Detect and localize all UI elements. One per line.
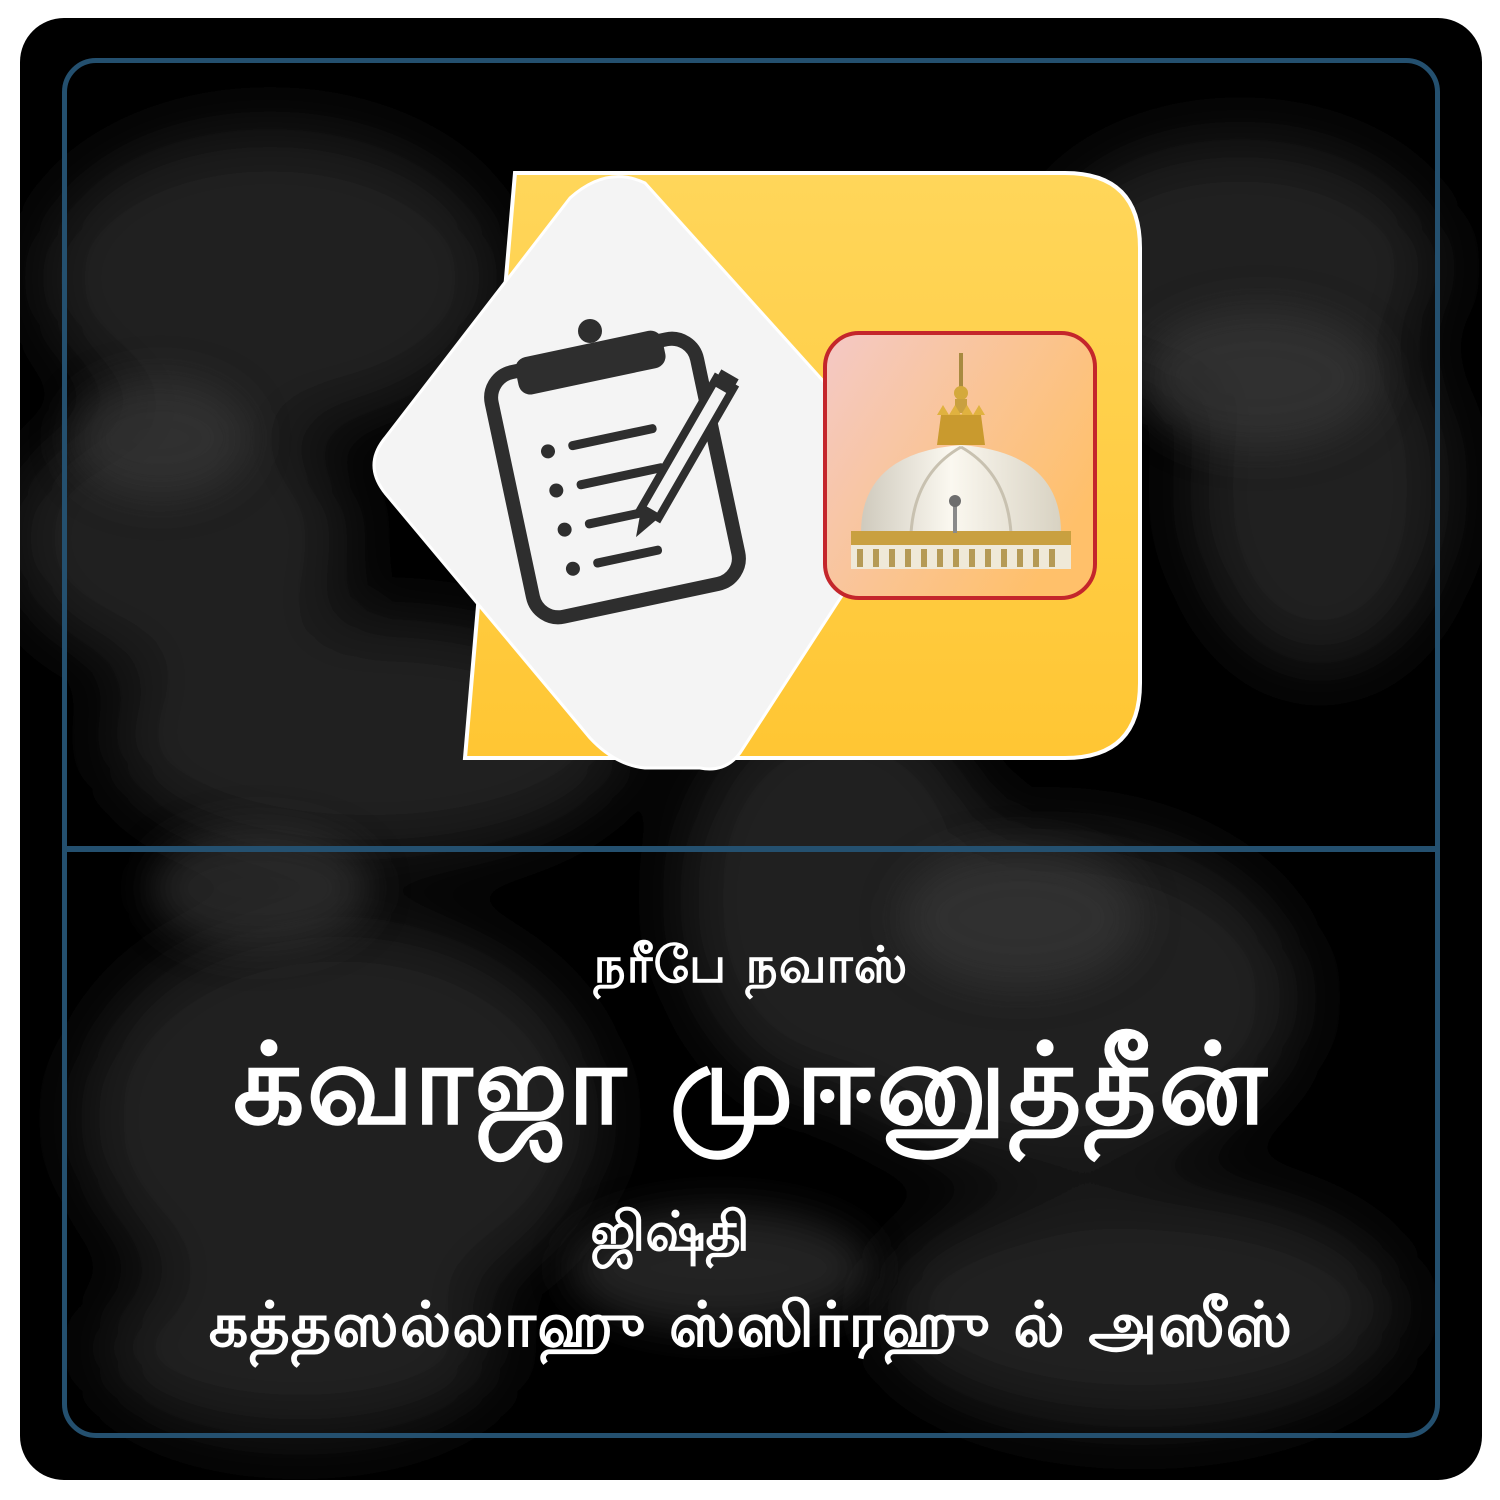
subtitle-top: நரீபே நவாஸ்	[593, 936, 909, 994]
poster-card	[20, 18, 1482, 1480]
subtitle-bottom: கத்தஸல்லாஹு ஸ்ஸிர்ரஹு ல் அஸீஸ்	[208, 1288, 1294, 1361]
title-block	[20, 18, 1482, 1480]
main-title: க்வாஜா முஈனுத்தீன்	[232, 1020, 1270, 1150]
subtitle-middle: ஜிஷ்தி	[590, 1200, 750, 1263]
